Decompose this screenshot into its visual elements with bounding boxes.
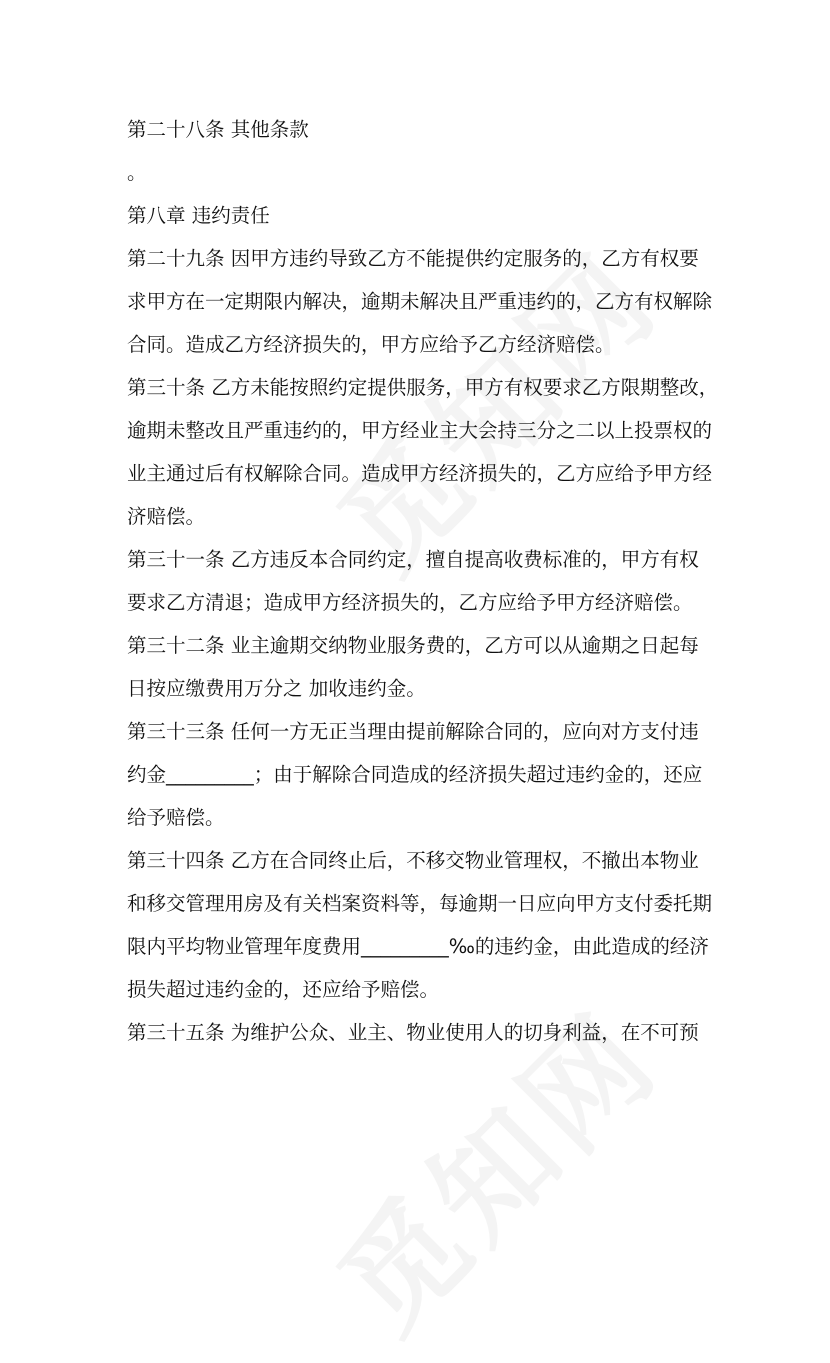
article-29-line: 求甲方在一定期限内解决，逾期未解决且严重违约的，乙方有权解除 bbox=[127, 290, 713, 313]
article-30-line: 第三十条 乙方未能按照约定提供服务，甲方有权要求乙方限期整改， bbox=[127, 376, 719, 399]
article-29-line: 第二十九条 因甲方违约导致乙方不能提供约定服务的，乙方有权要 bbox=[127, 247, 699, 270]
document-body bbox=[127, 108, 719, 1054]
article-34 bbox=[127, 839, 713, 1011]
article-30-line: 逾期未整改且严重违约的，甲方经业主大会持三分之二以上投票权的 bbox=[127, 419, 713, 442]
article-33-line: 约金_________；由于解除合同造成的经济损失超过违约金的，还应 bbox=[127, 763, 703, 786]
article-34-line: 损失超过违约金的，还应给予赔偿。 bbox=[127, 978, 440, 1001]
article-31-line: 第三十一条 乙方违反本合同约定，擅自提高收费标准的，甲方有权 bbox=[127, 548, 699, 571]
article-28-body: 。 bbox=[127, 161, 147, 184]
article-34-line: 和移交管理用房及有关档案资料等，每逾期一日应向甲方支付委托期 bbox=[127, 892, 713, 915]
article-31 bbox=[127, 538, 710, 624]
article-35 bbox=[127, 1011, 710, 1054]
article-34-line: 第三十四条 乙方在合同终止后，不移交物业管理权，不撤出本物业 bbox=[127, 849, 699, 872]
article-32 bbox=[127, 624, 710, 710]
article-35-line: 第三十五条 为维护公众、业主、物业使用人的切身利益，在不可预 bbox=[127, 1021, 699, 1044]
article-30 bbox=[127, 366, 719, 538]
article-30-line: 业主通过后有权解除合同。造成甲方经济损失的，乙方应给予甲方经 bbox=[127, 462, 713, 485]
article-33 bbox=[127, 710, 710, 839]
article-31-line: 要求乙方清退；造成甲方经济损失的，乙方应给予甲方经济赔偿。 bbox=[127, 591, 693, 614]
article-34-line: 限内平均物业管理年度费用_________‰的违约金，由此造成的经济 bbox=[127, 935, 709, 958]
article-29-line: 合同。造成乙方经济损失的，甲方应给予乙方经济赔偿。 bbox=[127, 333, 615, 356]
chapter-8-title: 第八章 违约责任 bbox=[127, 204, 270, 227]
article-33-line: 给予赔偿。 bbox=[127, 806, 225, 829]
article-32-line: 第三十二条 业主逾期交纳物业服务费的，乙方可以从逾期之日起每 bbox=[127, 634, 699, 657]
article-32-line: 日按应缴费用万分之 加收违约金。 bbox=[127, 677, 426, 700]
article-30-line: 济赔偿。 bbox=[127, 505, 206, 528]
article-29 bbox=[127, 237, 713, 366]
article-28-title: 第二十八条 其他条款 bbox=[127, 118, 309, 141]
article-33-line: 第三十三条 任何一方无正当理由提前解除合同的，应向对方支付违 bbox=[127, 720, 699, 743]
